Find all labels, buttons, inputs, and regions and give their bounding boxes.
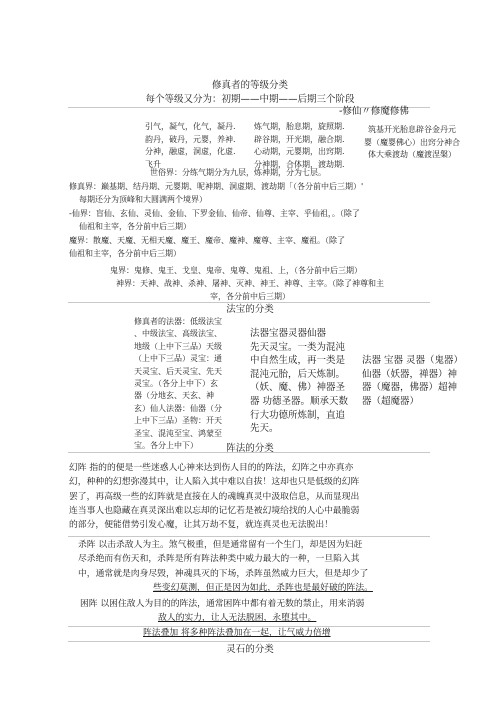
treasures-left-line: 器（分地玄、天玄、神: [134, 391, 214, 401]
levels-column-2-line: 分神期，合体期，渡劫期.: [254, 159, 345, 169]
cultivation-realm: [69, 181, 363, 206]
levels-column-2: [254, 121, 345, 171]
treasures-left-line: 宝。各分上中下）: [134, 441, 198, 451]
god-realm: [100, 278, 400, 303]
mundane-realm: 世俗界：分练气期分为九层，炼神期，分为七层。: [150, 168, 326, 177]
treasures-left-line: 圣宝、混沌至宝、鸿蒙至: [134, 428, 222, 438]
killing-formation: [78, 538, 373, 595]
levels-column-3-line: 体大乘渡劫（魔渡涅槃）: [368, 150, 456, 159]
trapping-formation-line: 敌人的实力，让人无法脱困，永堕其中。: [158, 613, 317, 624]
illusion-formation: [69, 461, 359, 532]
god-realm-line: 宰，各分前中后三期）: [210, 291, 290, 301]
divider: [68, 536, 430, 537]
killing-formation-line: 些变幻莫测，但正是因为如此，杀阵也是最好破的阵法。: [153, 582, 373, 593]
levels-column-1-line: 飞升: [145, 159, 161, 169]
treasures-middle-line: 法器宝器灵器仙器: [250, 328, 327, 339]
treasures-right-column: [362, 354, 463, 408]
levels-column-2-line: 炼气期，胎息期，旋照期.: [254, 122, 345, 131]
treasures-middle-line: 中自然生成，再一类是: [250, 355, 346, 367]
immortal-realm-line: -仙界：盲仙、玄仙、灵仙、金仙、下罗金仙、仙帝、仙尊、主宰、乎仙祖，。（除了: [69, 209, 360, 218]
treasures-middle-line: 先天。: [250, 423, 279, 435]
immortal-realm: [69, 208, 360, 233]
demon-realm-line: 魔界：散魔、天魔、无相天魔、魔王、魔帝、魔神、魔尊、主宰、魔祖。（除了: [69, 236, 345, 245]
illusion-formation-line: 连当事人也隐藏在真灵深出难以忘却的记忆若是被幻境给找的人心中最脆弱: [69, 505, 360, 516]
immortal-title: -修仙〃修魔修佛: [339, 106, 409, 117]
levels-column-1: [145, 121, 236, 171]
levels-title: 修真者的等级分类: [211, 80, 288, 91]
trapping-formation-line: 困阵 以困住敌人为目的的阵法，通常困阵中都有着无数的禁止，用来消弱: [80, 599, 365, 609]
treasures-middle-line: 先天灵宝。一类为混沌: [250, 341, 346, 353]
killing-formation-line: 尽杀绝而有伤天和，杀阵是所有阵法种类中威力最大的一种，一旦陷入其: [78, 554, 360, 565]
ghost-realm: 鬼界：鬼修、鬼王、戈皇、鬼帝、鬼尊、鬼祖、上，（各分前中后三期）: [110, 266, 362, 275]
treasures-middle-line: 混沌元胎，后天炼制。: [250, 368, 346, 380]
spirit-stones-title: 灵石的分类: [226, 644, 274, 655]
treasures-left-line: 灵宝。（各分上中下）玄: [134, 379, 218, 389]
divider: [68, 302, 430, 303]
treasures-title: 法宝的分类: [226, 304, 274, 315]
stacking-formation: 阵法叠加 将多种阵法叠加在一起，让气威力倍增: [143, 628, 331, 638]
demon-realm: [69, 235, 345, 260]
treasures-left-line: 地级（上中下三品）天级: [134, 341, 222, 351]
treasures-right-line: 法器 宝器 灵器（鬼器）: [362, 355, 464, 366]
levels-column-3-line: 婴（魔婴佛心）出窍分神合: [364, 137, 460, 147]
treasures-right-line: 器（魔器，佛器）超神: [362, 382, 458, 394]
illusion-formation-line: 幻阵 指的的便是一些迷惑人心神来达到伤人目的的阵法，幻阵之中亦真亦: [69, 463, 354, 473]
levels-subtitle: 每个等级又分为：初期——中期——后期三个阶段: [145, 94, 355, 105]
treasures-middle-column: [250, 327, 348, 436]
illusion-formation-line: 的部分，便能借势引发心魔，让其万劫不复，就连真灵也无法脱出！: [69, 520, 333, 531]
cultivation-realm-line: 修真界：巅基期、结丹期、元婴期、呢神期、洞虚期、渡劫期「（各分前中后三期）': [69, 182, 364, 191]
levels-column-1-line: 引气，凝气，化气，凝丹.: [145, 122, 236, 131]
divider: [68, 641, 430, 642]
god-realm-line: 神界：天神、战神、杀神、屠神、灭神、神王、神尊、主宰。（除了神尊和主: [116, 279, 384, 288]
demon-realm-line: 仙祖和主宰，各分前中后三期）: [69, 248, 181, 258]
treasures-left-line: 玄）仙人法器：仙器（分: [134, 403, 222, 413]
treasures-left-column: [134, 316, 222, 452]
levels-column-3-line: 筑基开光胎息辟谷金丹元: [368, 125, 456, 134]
killing-formation-line: 中，通常就是肉身尽毁，神魂具灭的下场，杀阵虽然威力巨大，但是却少了: [78, 568, 369, 579]
treasures-right-line: 仙器（妖器，禅器）神: [362, 368, 458, 380]
immortal-realm-line: 仙祖和主宰，各分前中后三期）: [79, 221, 191, 231]
treasures-left-line: 上中下三品）圣物：开天: [134, 416, 222, 426]
levels-column-2-line: 辟谷期，开光期，融合期.: [254, 134, 345, 144]
divider: [68, 626, 430, 627]
levels-column-1-line: 分神，融虚，洞虚，化虚.: [145, 147, 236, 156]
treasures-left-line: （上中下三品）灵宝：通: [134, 354, 222, 364]
levels-column-2-line: 心动期，元婴期，出窍期.: [254, 147, 345, 156]
illusion-formation-line: 幻，种种的幻想弥漫其中，让人陷入其中难以自拔！这却也只是低级的幻阵: [69, 477, 360, 488]
levels-column-1-line: 韵丹，破丹，元婴，养神.: [145, 134, 236, 144]
cultivation-realm-line: 每期还分为顶峰和大圆满两个境界）: [79, 194, 207, 204]
treasures-left-line: 、中级法宝、高级法宝、: [134, 329, 222, 339]
levels-column-3: [346, 124, 478, 162]
killing-formation-line: 杀阵 以击杀敌人为主。煞气极重，但是通常留有一个生门，却是因为妇赶: [78, 540, 363, 550]
treasures-left-line: 天灵宝、后天灵宝、先天: [134, 366, 222, 376]
treasures-middle-line: （妖、魔、佛）神器圣: [250, 382, 346, 394]
trapping-formation: [80, 597, 364, 626]
treasures-left-line: 修真者的法器：低级法宝: [134, 317, 222, 326]
treasures-right-line: 器（超魔器）: [362, 395, 420, 407]
treasures-middle-line: 行大功德所炼制，直追: [250, 409, 346, 421]
illusion-formation-line: 罢了，再高级一些的幻阵就是直接在人的魂魄真灵中汲取信息，从而显现出: [69, 491, 360, 502]
formations-title: 阵法的分类: [226, 443, 274, 454]
treasures-middle-line: 器 功德圣器。顺承天数: [250, 395, 349, 407]
